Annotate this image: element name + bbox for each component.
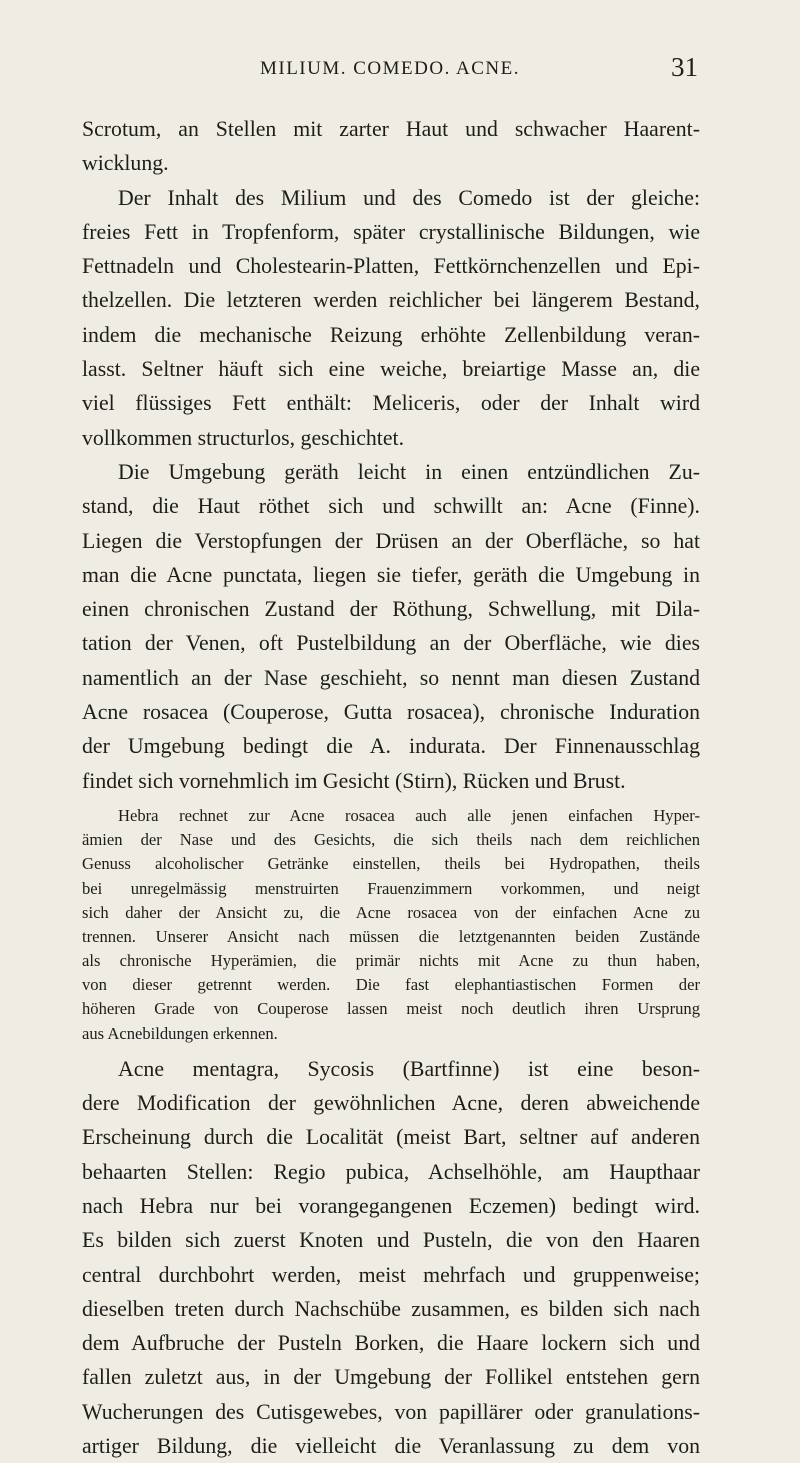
text-line: thelzellen. Die letzteren werden reichlicher bei längerem Bestand,	[82, 288, 700, 313]
text-line: artiger Bildung, die vielleicht die Veranlassung zu dem von	[82, 1434, 700, 1459]
note-line: Hebra rechnet zur Acne rosacea auch alle jenen einfachen Hyper-	[118, 805, 700, 825]
text-line: dem Aufbruche der Pusteln Borken, die Haare lockern sich und	[82, 1331, 700, 1356]
paragraph-2	[82, 181, 700, 455]
text-line: einen chronischen Zustand der Röthung, Schwellung, mit Dila-	[82, 597, 700, 622]
text-line: Der Inhalt des Milium und des Comedo ist der gleiche:	[118, 185, 700, 210]
text-line: behaarten Stellen: Regio pubica, Achselhöhle, am Haupthaar	[82, 1159, 700, 1184]
text-line: Fettnadeln und Cholestearin-Platten, Fettkörnchenzellen und Epi-	[82, 254, 700, 279]
text-line: lasst. Seltner häuft sich eine weiche, breiartige Masse an, die	[82, 357, 700, 382]
paragraph-3	[82, 455, 700, 798]
text-line: viel flüssiges Fett enthält: Meliceris, oder der Inhalt wird	[82, 391, 700, 416]
paragraph-4	[82, 1052, 700, 1463]
text-line: Die Umgebung geräth leicht in einen entzündlichen Zu-	[118, 459, 700, 484]
note-line: sich daher der Ansicht zu, die Acne rosacea von der einfachen Acne zu	[82, 902, 700, 922]
text-line: wicklung.	[82, 151, 169, 176]
text-line: Liegen die Verstopfungen der Drüsen an der Oberfläche, so hat	[82, 528, 700, 553]
note-line: als chronische Hyperämien, die primär nichts mit Acne zu thun haben,	[82, 951, 700, 971]
text-line: findet sich vornehmlich im Gesicht (Stirn), Rücken und Brust.	[82, 768, 626, 793]
note-line: Genuss alcoholischer Getränke einstellen, theils bei Hydropathen, theils	[82, 854, 700, 874]
text-line: namentlich an der Nase geschieht, so nennt man diesen Zustand	[82, 665, 700, 690]
note-line: ämien der Nase und des Gesichts, die sich theils nach dem reichlichen	[82, 830, 700, 850]
text-line: Acne mentagra, Sycosis (Bartfinne) ist eine beson-	[118, 1056, 700, 1081]
text-line: Erscheinung durch die Localität (meist Bart, seltner auf anderen	[82, 1125, 700, 1150]
text-line: Acne rosacea (Couperose, Gutta rosacea), chronische Induration	[82, 700, 700, 725]
text-line: stand, die Haut röthet sich und schwillt an: Acne (Finne).	[82, 494, 700, 519]
text-line: dere Modification der gewöhnlichen Acne, deren abweichende	[82, 1091, 700, 1116]
page-body	[82, 112, 700, 1463]
note-line: von dieser getrennt werden. Die fast elephantiastischen Formen der	[82, 975, 700, 995]
running-head: MILIUM. COMEDO. ACNE.	[259, 58, 521, 79]
note-line: trennen. Unserer Ansicht nach müssen die letztgenannten beiden Zustände	[82, 926, 700, 946]
text-line: central durchbohrt werden, meist mehrfach und gruppenweise;	[82, 1262, 700, 1287]
note-line: höheren Grade von Couperose lassen meist noch deutlich ihren Ursprung	[82, 999, 700, 1019]
text-line: der Umgebung bedingt die A. indurata. Der Finnenausschlag	[82, 734, 700, 759]
text-line: vollkommen structurlos, geschichtet.	[82, 425, 405, 450]
text-line: Scrotum, an Stellen mit zarter Haut und schwacher Haarent-	[82, 117, 700, 141]
text-line: man die Acne punctata, liegen sie tiefer, geräth die Umgebung in	[82, 562, 700, 587]
footnote-block	[82, 804, 700, 1046]
text-line: tation der Venen, oft Pustelbildung an der Oberfläche, wie dies	[82, 631, 700, 656]
paragraph-1	[82, 112, 700, 181]
note-line: bei unregelmässig menstruirten Frauenzimmern vorkommen, und neigt	[82, 878, 700, 898]
page-number: 31	[671, 52, 698, 82]
text-line: Es bilden sich zuerst Knoten und Pusteln, die von den Haaren	[82, 1228, 700, 1253]
text-line: Wucherungen des Cutisgewebes, von papillärer oder granulations-	[82, 1399, 700, 1424]
text-line: indem die mechanische Reizung erhöhte Zellenbildung veran-	[82, 322, 700, 347]
text-line: freies Fett in Tropfenform, später crystallinische Bildungen, wie	[82, 219, 700, 244]
note-line: aus Acnebildungen erkennen.	[82, 1023, 278, 1043]
text-line: dieselben treten durch Nachschübe zusammen, es bilden sich nach	[82, 1296, 700, 1321]
text-line: nach Hebra nur bei vorangegangenen Eczemen) bedingt wird.	[82, 1194, 700, 1218]
text-line: fallen zuletzt aus, in der Umgebung der Follikel entstehen gern	[82, 1365, 700, 1390]
page-header	[82, 52, 698, 88]
